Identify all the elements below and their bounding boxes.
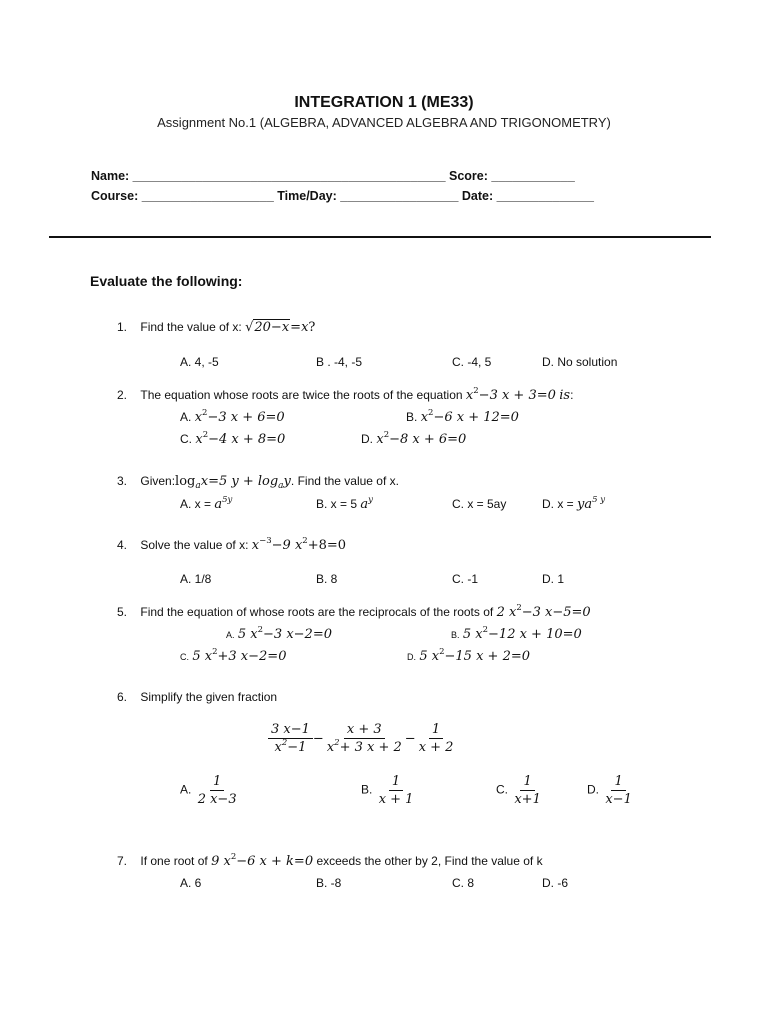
section-title: Evaluate the following: [90, 273, 243, 289]
divider [49, 236, 711, 238]
question-number: 7. [117, 854, 128, 868]
option-a: A. 6 [180, 876, 202, 890]
question-prompt: Solve the value of x: [140, 538, 249, 552]
question-prompt: Find the value of x: [140, 320, 242, 334]
question-number: 3. [117, 474, 128, 488]
option-b: B. -8 [316, 876, 342, 890]
question-prompt-pre: If one root of [140, 854, 208, 868]
question-1: 1. Find the value of x: √20−x=x? [117, 320, 316, 335]
question-prompt: Find the equation of whose roots are the reciprocals of the roots of [140, 605, 494, 619]
option-c: C. x = 5ay [452, 497, 507, 511]
question-prompt: Given: [140, 474, 176, 488]
option-b: B. $\frac{1}{x + 1}$ [361, 774, 414, 807]
option-c: C. -1 [452, 572, 479, 586]
question-prompt-post: exceeds the other by 2, Find the value of k [316, 854, 543, 868]
question-prompt: Simplify the given fraction [140, 690, 278, 704]
option-d: D. $\frac{1}{x-1}$ [587, 774, 632, 807]
option-a: A. $x^2-3$ x + 6=0 [180, 408, 285, 425]
fraction-3: $\frac{1}{x + 2}$ [418, 722, 454, 755]
question-4: 4. Solve the value of x: $x^{-3}-9$ $x^2+8=0$ [117, 536, 347, 553]
option-b: B . -4, -5 [316, 355, 363, 369]
option-b: B. $x^2-6$ x + 12=0 [406, 408, 519, 425]
option-c: C. 5 $x^2+3$ x−2=0 [180, 647, 287, 664]
question-number: 5. [117, 605, 128, 619]
fraction-expression: $\frac{3 x-1}{x^2-1}$ − $\frac{x + 3}{x^2+ 3 x + 2}$ − $\frac{1}{x + 2}$ [268, 722, 456, 755]
question-7: 7. If one root of 9 $x^2-6$ x + k=0 exceeds the other by 2, Find the value of k [117, 852, 543, 869]
question-number: 6. [117, 690, 128, 704]
option-b: B. x = 5 $a^y$ [316, 495, 373, 512]
option-c: C. $\frac{1}{x+1}$ [496, 774, 541, 807]
option-c: C. 8 [452, 876, 475, 890]
fraction-1: $\frac{3 x-1}{x^2-1}$ [268, 722, 313, 755]
option-a: A. 5 $x^2-3$ x−2=0 [226, 625, 332, 642]
question-2: 2. The equation whose roots are twice the roots of the equation $x^2-3$ x + 3=0 is: [117, 386, 574, 403]
option-b: B. 8 [316, 572, 338, 586]
option-a: A. $x = a^{5y}$ [180, 495, 233, 512]
option-c: C. $x^2-4$ x + 8=0 [180, 430, 286, 447]
option-d: D. 5 $x^2-15$ x + 2=0 [407, 647, 531, 664]
option-a: A. $\frac{1}{2 x-3}$ [180, 774, 237, 807]
question-number: 2. [117, 388, 128, 402]
question-5: 5. Find the equation of whose roots are the reciprocals of the roots of 2 $x^2-3$ x−5=0 [117, 603, 591, 620]
question-prompt: The equation whose roots are twice the roots of the equation [140, 388, 463, 402]
option-d: D. $x^2-8$ x + 6=0 [361, 430, 467, 447]
question-6 [117, 690, 277, 704]
question-number: 1. [117, 320, 128, 334]
option-d: D. No solution [542, 355, 618, 369]
fraction-2: $\frac{x + 3}{x^2+ 3 x + 2}$ [326, 722, 402, 755]
question-3: 3. $Given:\log_ax=5$ $y + \log_ay$. Find the value of x. [117, 474, 399, 491]
page-title: INTEGRATION 1 (ME33) [294, 94, 474, 111]
option-d: D. -6 [542, 876, 569, 890]
option-d: D. $x = ya^{5 y}$ [542, 495, 606, 512]
option-b: B. 5 $x^2-12$ x + 10=0 [451, 625, 582, 642]
option-c: C. -4, 5 [452, 355, 492, 369]
square-root-expression: √20−x [245, 320, 290, 335]
question-number: 4. [117, 538, 128, 552]
course-time-date-line: Course: ___________________ Time/Day: _________________ Date: ______________ [91, 189, 594, 203]
name-score-line: Name: _____________________________________________ Score: ____________ [91, 169, 575, 183]
option-a: A. 4, -5 [180, 355, 219, 369]
page-subtitle: Assignment No.1 (ALGEBRA, ADVANCED ALGEBRA AND TRIGONOMETRY) [157, 115, 611, 130]
option-a: A. 1/8 [180, 572, 212, 586]
option-d: D. 1 [542, 572, 565, 586]
